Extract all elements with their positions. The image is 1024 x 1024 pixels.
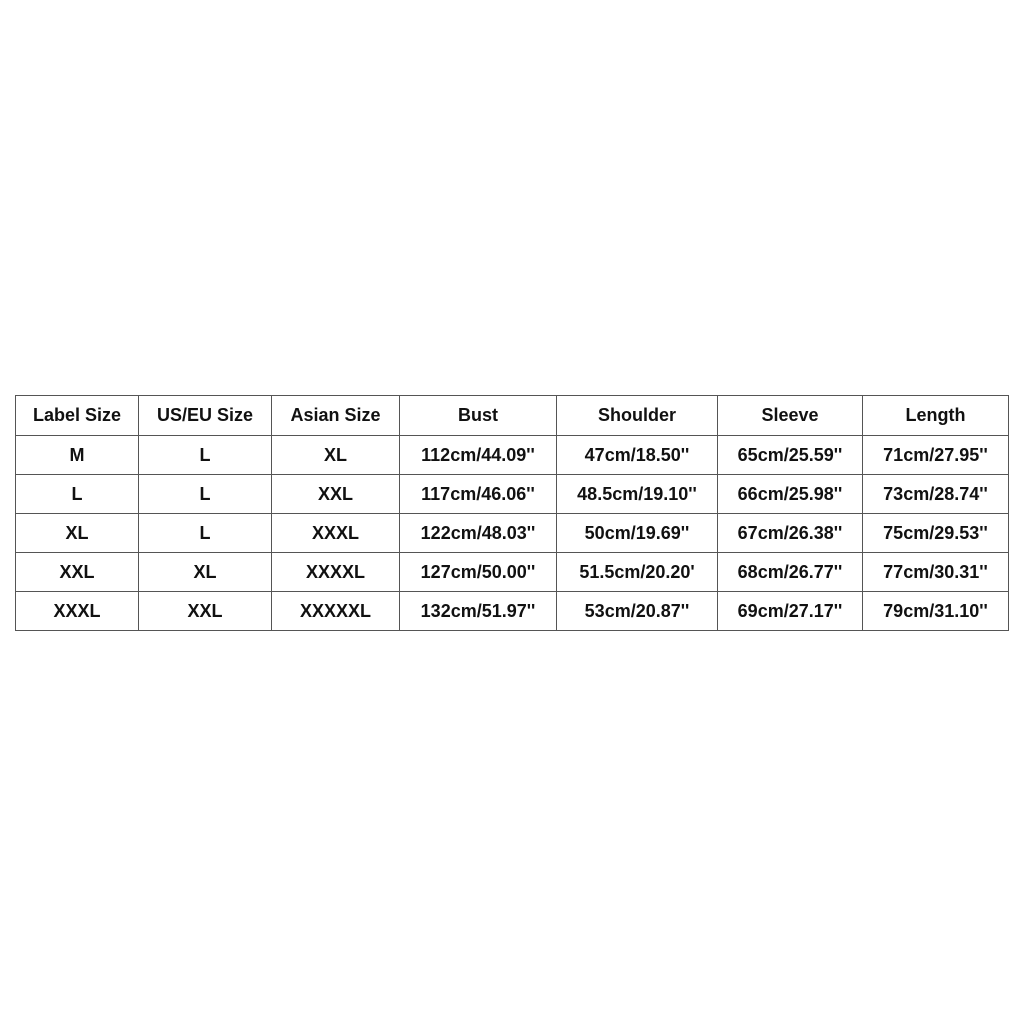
bust-cell: 117cm/46.06'' [400,475,557,514]
length-cell: 73cm/28.74'' [863,475,1009,514]
asian-size-cell: XXXXXL [272,592,400,631]
us-eu-size-cell: L [139,475,272,514]
shoulder-cell: 53cm/20.87'' [557,592,718,631]
asian-size-cell: XXL [272,475,400,514]
table-row [16,475,1009,514]
header-sleeve: Sleeve [718,396,863,436]
header-length: Length [863,396,1009,436]
bust-cell: 122cm/48.03'' [400,514,557,553]
header-label-size: Label Size [16,396,139,436]
header-bust: Bust [400,396,557,436]
size-chart-table [15,395,1009,631]
header-row [16,396,1009,436]
sleeve-cell: 65cm/25.59'' [718,436,863,475]
length-cell: 75cm/29.53'' [863,514,1009,553]
bust-cell: 127cm/50.00'' [400,553,557,592]
table-row [16,514,1009,553]
length-cell: 77cm/30.31'' [863,553,1009,592]
label-size-cell: XXL [16,553,139,592]
shoulder-cell: 50cm/19.69'' [557,514,718,553]
label-size-cell: M [16,436,139,475]
table-row [16,436,1009,475]
sleeve-cell: 69cm/27.17'' [718,592,863,631]
us-eu-size-cell: L [139,514,272,553]
asian-size-cell: XXXXL [272,553,400,592]
us-eu-size-cell: L [139,436,272,475]
length-cell: 71cm/27.95'' [863,436,1009,475]
sleeve-cell: 67cm/26.38'' [718,514,863,553]
header-shoulder: Shoulder [557,396,718,436]
header-asian-size: Asian Size [272,396,400,436]
bust-cell: 112cm/44.09'' [400,436,557,475]
label-size-cell: L [16,475,139,514]
us-eu-size-cell: XXL [139,592,272,631]
sleeve-cell: 68cm/26.77'' [718,553,863,592]
label-size-cell: XXXL [16,592,139,631]
length-cell: 79cm/31.10'' [863,592,1009,631]
asian-size-cell: XL [272,436,400,475]
label-size-cell: XL [16,514,139,553]
us-eu-size-cell: XL [139,553,272,592]
table-row [16,553,1009,592]
table-row [16,592,1009,631]
sleeve-cell: 66cm/25.98'' [718,475,863,514]
asian-size-cell: XXXL [272,514,400,553]
header-us-eu-size: US/EU Size [139,396,272,436]
shoulder-cell: 48.5cm/19.10'' [557,475,718,514]
shoulder-cell: 47cm/18.50'' [557,436,718,475]
bust-cell: 132cm/51.97'' [400,592,557,631]
shoulder-cell: 51.5cm/20.20' [557,553,718,592]
